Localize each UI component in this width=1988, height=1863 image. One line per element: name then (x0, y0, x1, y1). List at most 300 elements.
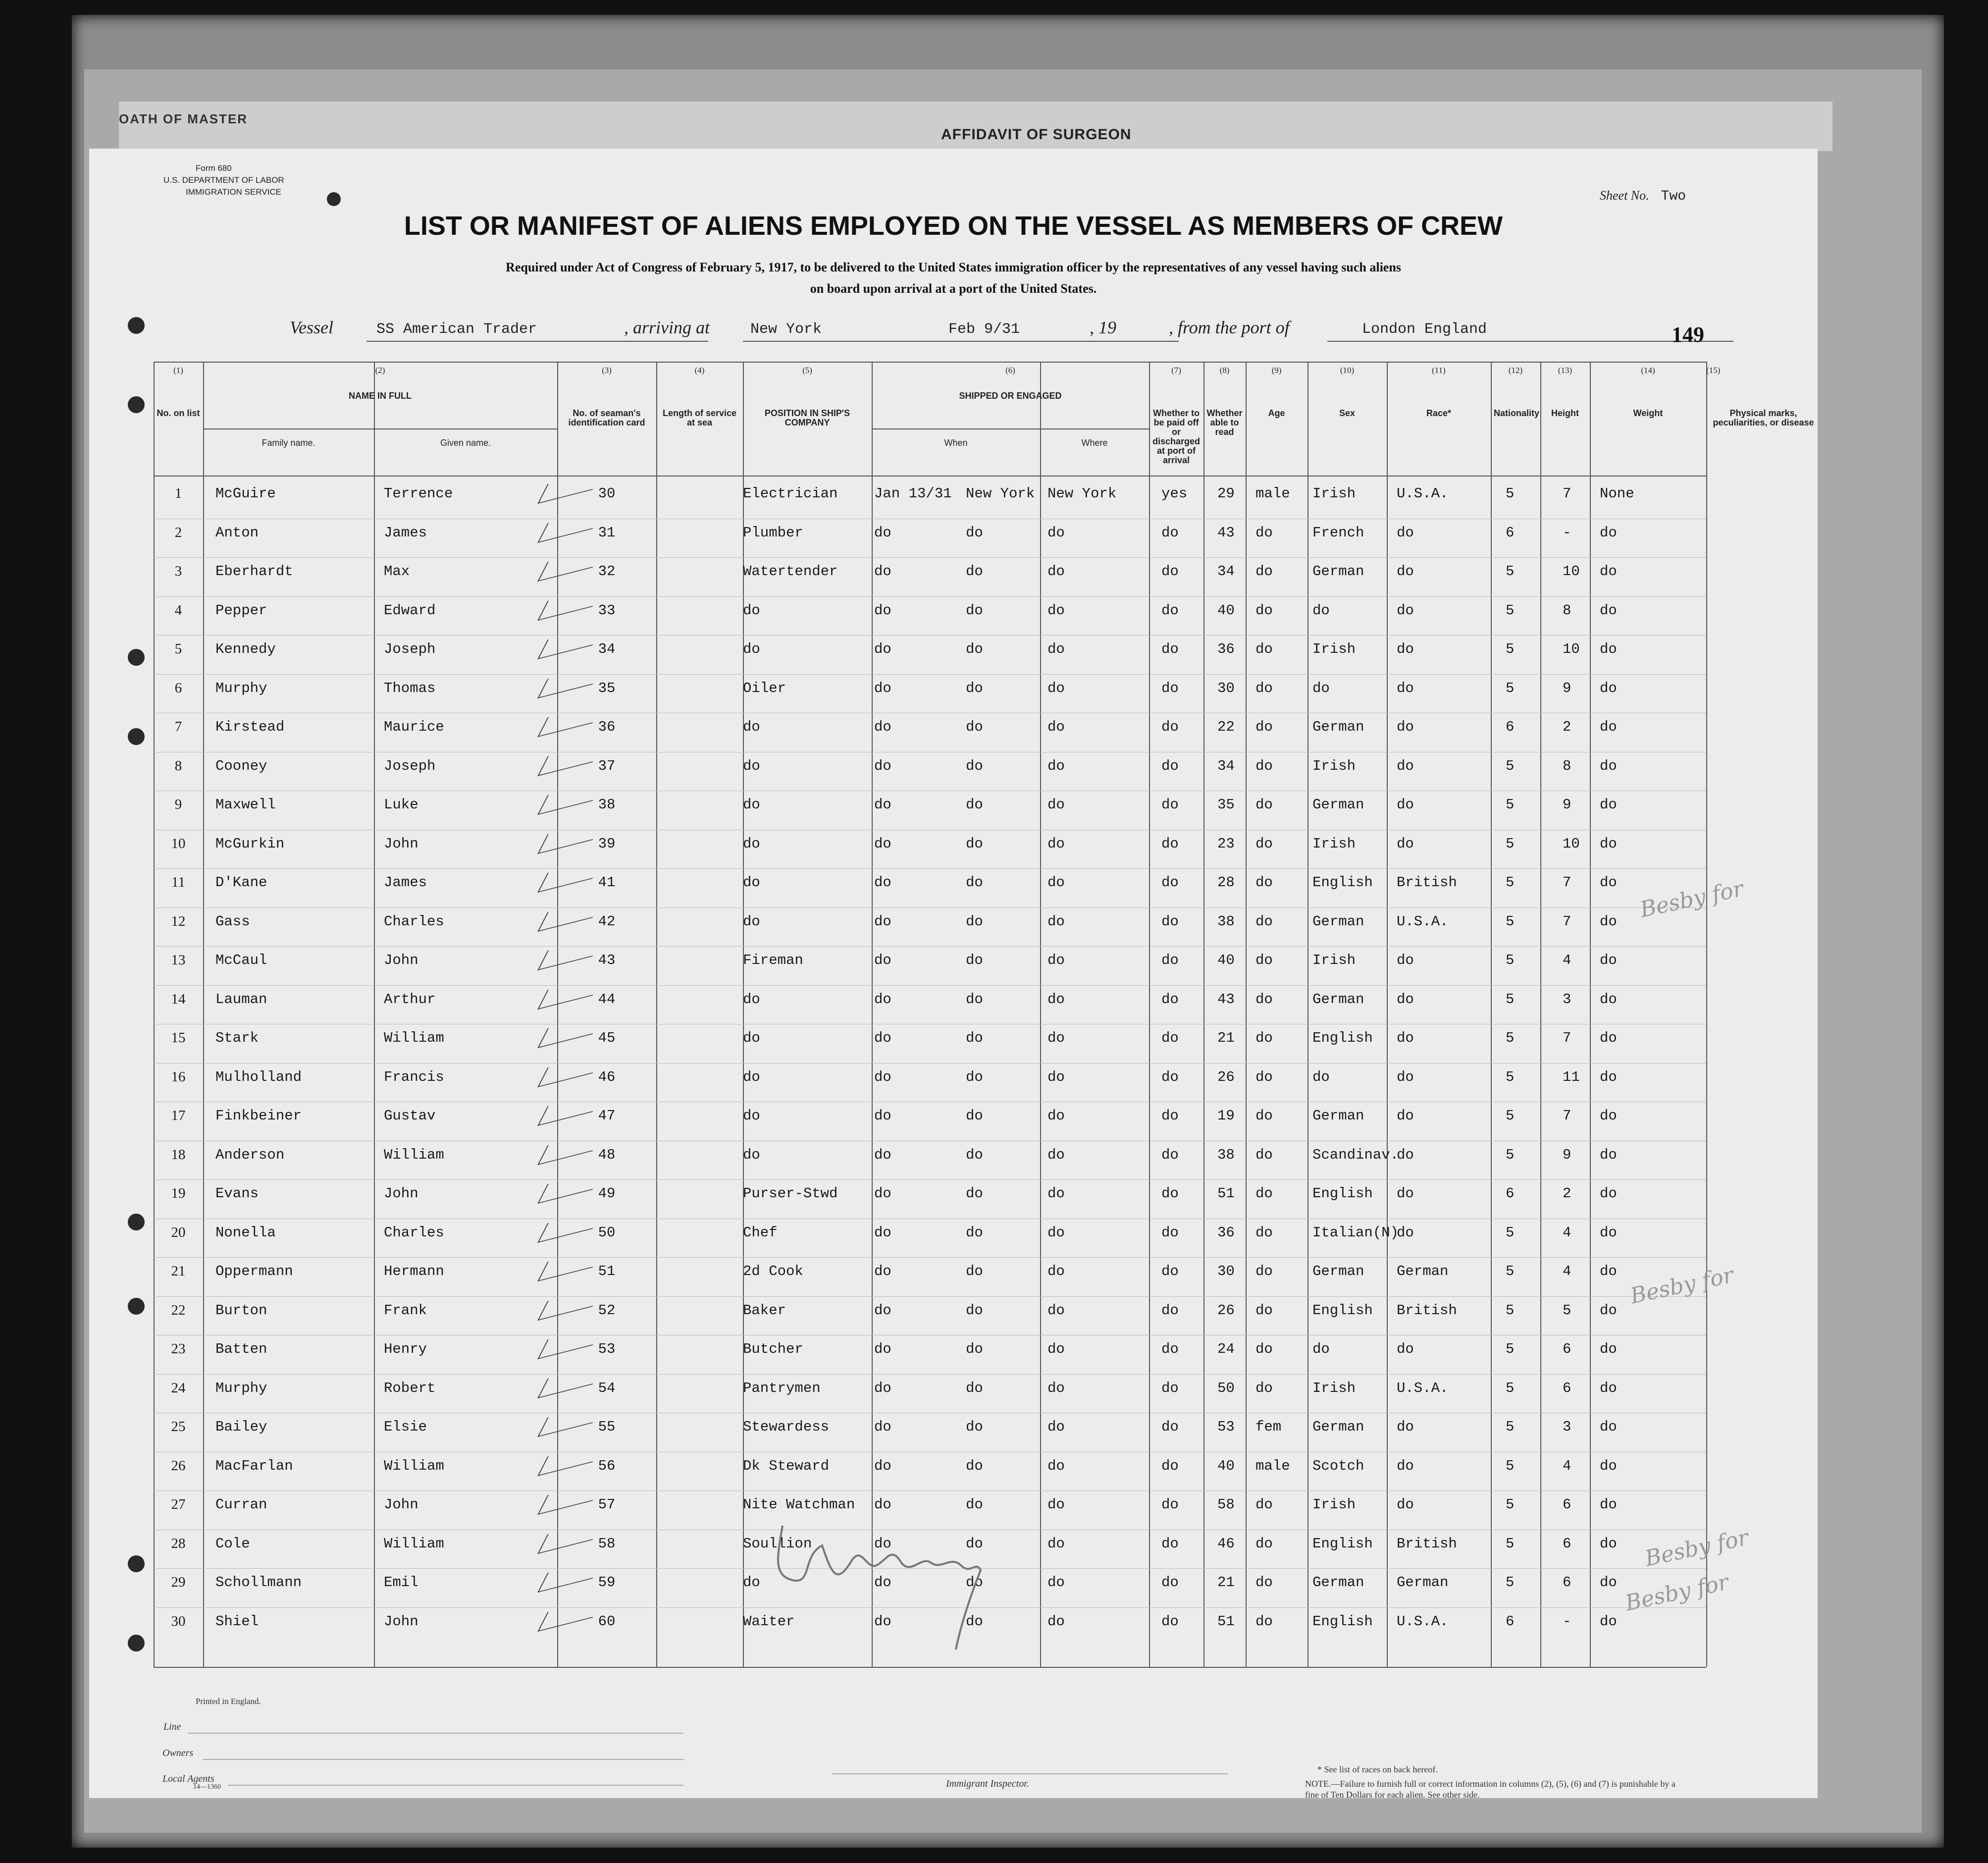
age: 43 (1217, 524, 1235, 541)
paid-off: do (1047, 797, 1065, 813)
race: Irish (1312, 641, 1356, 657)
physical-marks: do (1600, 797, 1617, 813)
shipped-when: do (874, 524, 891, 541)
age: 40 (1217, 602, 1235, 619)
weight: 2 (1563, 1185, 1571, 1202)
height: 5 (1506, 1224, 1515, 1241)
weight: 9 (1563, 797, 1571, 813)
family-name: MacFarlan (215, 1457, 293, 1474)
race: French (1312, 524, 1364, 541)
race: German (1312, 563, 1364, 580)
able-to-read: do (1161, 1613, 1179, 1630)
physical-marks: do (1600, 563, 1617, 580)
shipped-when: do (874, 874, 891, 891)
id-card-number: 53 (598, 1341, 616, 1357)
vessel-label: Vessel (290, 318, 333, 337)
row-number: 7 (174, 719, 182, 735)
physical-marks: do (1600, 874, 1617, 891)
height: 6 (1506, 524, 1515, 541)
age: 34 (1217, 563, 1235, 580)
able-to-read: do (1161, 757, 1179, 774)
column-number: (14) (1641, 366, 1655, 375)
height: 5 (1506, 952, 1515, 968)
paid-off: do (1047, 719, 1065, 735)
paid-off: do (1047, 1224, 1065, 1241)
physical-marks: do (1600, 757, 1617, 774)
shipped-when: do (874, 1263, 891, 1279)
nationality: do (1397, 1068, 1414, 1085)
shipped-when: do (874, 1030, 891, 1046)
paid-off: do (1047, 563, 1065, 580)
age: 51 (1217, 1613, 1235, 1630)
age: 19 (1217, 1108, 1235, 1124)
height: 5 (1506, 602, 1515, 619)
sex: do (1256, 991, 1273, 1008)
family-name: Kennedy (215, 641, 276, 657)
race: Scandinav. (1312, 1146, 1399, 1163)
row-divider (154, 635, 1706, 636)
given-name: William (384, 1146, 444, 1163)
height: 5 (1506, 1263, 1515, 1279)
position: do (743, 719, 760, 735)
height: 5 (1506, 1146, 1515, 1163)
age: 50 (1217, 1380, 1235, 1396)
race: Irish (1312, 835, 1356, 852)
weight: 9 (1563, 1146, 1571, 1163)
race: English (1312, 874, 1373, 891)
shipped-split-border (1040, 428, 1041, 1667)
column-subheader: When (944, 438, 968, 448)
height: 5 (1506, 991, 1515, 1008)
given-name: Joseph (384, 757, 436, 774)
race: Italian(N) (1312, 1224, 1399, 1241)
family-name: Burton (215, 1302, 267, 1319)
column-number: (5) (802, 366, 812, 375)
nationality: do (1397, 991, 1414, 1008)
sex: do (1256, 797, 1273, 813)
row-divider (154, 868, 1706, 869)
sex: male (1256, 1457, 1290, 1474)
row-number: 26 (171, 1457, 186, 1474)
inspector-signature (763, 1516, 1020, 1664)
id-card-number: 31 (598, 524, 616, 541)
form-service: IMMIGRATION SERVICE (186, 187, 282, 197)
id-card-number: 38 (598, 797, 616, 813)
paid-off: do (1047, 1068, 1065, 1085)
physical-marks: do (1600, 835, 1617, 852)
physical-marks: do (1600, 1263, 1617, 1279)
id-card-number: 57 (598, 1496, 616, 1513)
back-page-title: AFFIDAVIT OF SURGEON (941, 126, 1132, 143)
row-divider (154, 1257, 1706, 1258)
shipped-where: do (966, 835, 983, 852)
nationality: do (1397, 1185, 1414, 1202)
paid-off: do (1047, 952, 1065, 968)
age: 26 (1217, 1302, 1235, 1319)
shipped-where: do (966, 1457, 983, 1474)
family-name: Maxwell (215, 797, 276, 813)
shipped-when: do (874, 1068, 891, 1085)
id-card-number: 60 (598, 1613, 616, 1630)
age: 24 (1217, 1341, 1235, 1357)
table-bottom-border (154, 1667, 1706, 1668)
physical-marks: do (1600, 1224, 1617, 1241)
height: 5 (1506, 1030, 1515, 1046)
nationality: British (1397, 874, 1457, 891)
shipped-when: do (874, 1185, 891, 1202)
position: Oiler (743, 680, 786, 696)
race: English (1312, 1185, 1373, 1202)
row-number: 29 (171, 1574, 186, 1590)
nationality: do (1397, 1030, 1414, 1046)
printed-note: Printed in England. (196, 1697, 261, 1706)
arriving-label: , arriving at (624, 318, 710, 337)
weight: 10 (1563, 641, 1580, 657)
id-card-number: 30 (598, 485, 616, 502)
age: 38 (1217, 913, 1235, 930)
weight: 4 (1563, 1263, 1571, 1279)
weight: 7 (1563, 485, 1571, 502)
family-name: Cole (215, 1535, 250, 1552)
shipped-where: do (966, 1263, 983, 1279)
position: Dk Steward (743, 1457, 830, 1474)
height: 5 (1506, 1068, 1515, 1085)
paid-off: do (1047, 1341, 1065, 1357)
age: 38 (1217, 1146, 1235, 1163)
physical-marks: do (1600, 719, 1617, 735)
able-to-read: do (1161, 1146, 1179, 1163)
family-name: Schollmann (215, 1574, 302, 1591)
able-to-read: do (1161, 602, 1179, 619)
id-card-number: 54 (598, 1380, 616, 1396)
sex: do (1256, 719, 1273, 735)
height: 5 (1506, 874, 1515, 891)
row-number: 6 (174, 680, 182, 696)
column-number: (9) (1271, 366, 1282, 375)
height: 5 (1506, 1496, 1515, 1513)
weight: 7 (1563, 1030, 1571, 1046)
family-name: Curran (215, 1496, 267, 1513)
able-to-read: do (1161, 680, 1179, 696)
shipped-where: do (966, 913, 983, 930)
given-name: Max (384, 563, 410, 580)
race: German (1312, 1574, 1364, 1591)
nationality: British (1397, 1535, 1457, 1552)
age: 53 (1217, 1419, 1235, 1435)
given-name: John (384, 1613, 419, 1630)
shipped-when: do (874, 1457, 891, 1474)
shipped-where: do (966, 719, 983, 735)
row-number: 19 (171, 1185, 186, 1201)
position: do (743, 913, 760, 930)
sex: do (1256, 1302, 1273, 1319)
given-name: Edward (384, 602, 436, 619)
column-header: No. on list (157, 408, 200, 418)
column-header: Age (1268, 408, 1285, 418)
race: German (1312, 1419, 1364, 1435)
race: German (1312, 797, 1364, 813)
physical-marks: do (1600, 602, 1617, 619)
binder-hole (128, 728, 145, 745)
race: Irish (1312, 952, 1356, 968)
sex: do (1256, 874, 1273, 891)
family-name: McGuire (215, 485, 276, 502)
shipped-where: do (966, 563, 983, 580)
departure-port: London England (1362, 321, 1487, 338)
position: do (743, 1108, 760, 1124)
shipped-where: do (966, 1068, 983, 1085)
column-header: Race* (1426, 408, 1452, 418)
age: 23 (1217, 835, 1235, 852)
shipped-where: do (966, 874, 983, 891)
shipped-when: do (874, 1496, 891, 1513)
height: 5 (1506, 1535, 1515, 1552)
race: do (1312, 1068, 1330, 1085)
paid-off: do (1047, 1496, 1065, 1513)
height: 6 (1506, 1185, 1515, 1202)
nationality: do (1397, 1419, 1414, 1435)
position: Waiter (743, 1613, 795, 1630)
sex: do (1256, 1030, 1273, 1046)
id-card-number: 32 (598, 563, 616, 580)
shipped-when: do (874, 1380, 891, 1396)
height: 5 (1506, 757, 1515, 774)
given-name: Francis (384, 1068, 444, 1085)
paid-off: do (1047, 1613, 1065, 1630)
row-divider (154, 596, 1706, 597)
page-number: 149 (1672, 322, 1704, 347)
sex: do (1256, 1146, 1273, 1163)
row-divider (154, 1296, 1706, 1297)
id-card-number: 41 (598, 874, 616, 891)
able-to-read: do (1161, 797, 1179, 813)
weight: 3 (1563, 991, 1571, 1008)
shipped-when: do (874, 1341, 891, 1357)
weight: 4 (1563, 1224, 1571, 1241)
shipped-where: do (966, 1108, 983, 1124)
family-name: Murphy (215, 1380, 267, 1396)
height: 5 (1506, 485, 1515, 502)
able-to-read: do (1161, 1535, 1179, 1552)
sex: do (1256, 1068, 1273, 1085)
position: Soullion (743, 1535, 812, 1552)
able-to-read: yes (1161, 485, 1188, 502)
row-divider (154, 985, 1706, 986)
age: 28 (1217, 874, 1235, 891)
race: do (1312, 680, 1330, 696)
races-note: * See list of races on back hereof. (1317, 1764, 1438, 1774)
able-to-read: do (1161, 1457, 1179, 1474)
paid-off: do (1047, 1574, 1065, 1591)
physical-marks: do (1600, 1341, 1617, 1357)
paid-off: do (1047, 991, 1065, 1008)
physical-marks: do (1600, 952, 1617, 968)
column-header: Nationality (1494, 408, 1540, 418)
nationality: do (1397, 1146, 1414, 1163)
column-number: (7) (1171, 366, 1181, 375)
binder-hole (128, 317, 145, 334)
family-name: Batten (215, 1341, 267, 1357)
given-name: John (384, 835, 419, 852)
sex: male (1256, 485, 1290, 502)
shipped-where: do (966, 1224, 983, 1241)
shipped-when: do (874, 641, 891, 657)
shipped-where: do (966, 952, 983, 968)
age: 29 (1217, 485, 1235, 502)
position: do (743, 757, 760, 774)
binder-hole (128, 649, 145, 666)
column-number: (3) (602, 366, 612, 375)
row-number: 8 (174, 757, 182, 774)
paid-off: do (1047, 913, 1065, 930)
row-divider (154, 674, 1706, 675)
footer-agents-label: Local Agents (162, 1773, 214, 1784)
paid-off: do (1047, 757, 1065, 774)
age: 34 (1217, 757, 1235, 774)
row-number: 9 (174, 797, 182, 812)
given-name: John (384, 1496, 419, 1513)
height: 5 (1506, 680, 1515, 696)
height: 5 (1506, 797, 1515, 813)
row-number: 10 (171, 835, 186, 852)
shipped-where: do (966, 1030, 983, 1046)
shipped-where: do (966, 1574, 983, 1591)
race: Irish (1312, 757, 1356, 774)
position: do (743, 602, 760, 619)
family-name: Nonella (215, 1224, 276, 1241)
paid-off: do (1047, 641, 1065, 657)
paid-off: do (1047, 1419, 1065, 1435)
shipped-subheader-border (872, 428, 1149, 429)
age: 51 (1217, 1185, 1235, 1202)
id-card-number: 59 (598, 1574, 616, 1591)
physical-marks: do (1600, 991, 1617, 1008)
column-header: Whether able to read (1206, 408, 1243, 437)
name-subheader-border (203, 428, 557, 429)
given-name: Hermann (384, 1263, 444, 1279)
age: 21 (1217, 1030, 1235, 1046)
nationality: do (1397, 1457, 1414, 1474)
shipped-where: do (966, 1146, 983, 1163)
table-column-border (1706, 362, 1707, 1667)
weight: 4 (1563, 1457, 1571, 1474)
row-number: 1 (174, 485, 182, 501)
weight: 6 (1563, 1380, 1571, 1396)
physical-marks: do (1600, 1574, 1617, 1591)
shipped-when: do (874, 719, 891, 735)
able-to-read: do (1161, 1185, 1179, 1202)
footer-owners-label: Owners (162, 1748, 194, 1758)
nationality: British (1397, 1302, 1457, 1319)
physical-marks: do (1600, 913, 1617, 930)
id-card-number: 43 (598, 952, 616, 968)
nationality: German (1397, 1263, 1449, 1279)
id-card-number: 51 (598, 1263, 616, 1279)
able-to-read: do (1161, 1341, 1179, 1357)
able-to-read: do (1161, 1224, 1179, 1241)
row-number: 16 (171, 1068, 186, 1085)
shipped-where: New York (966, 485, 1035, 502)
sheet-number (1600, 188, 1686, 204)
row-divider (154, 1179, 1706, 1180)
family-name: Pepper (215, 602, 267, 619)
given-name: John (384, 952, 419, 968)
race: English (1312, 1535, 1373, 1552)
age: 30 (1217, 680, 1235, 696)
binder-hole (128, 396, 145, 413)
column-header: Height (1551, 408, 1579, 418)
binder-hole (128, 1214, 145, 1230)
able-to-read: do (1161, 1380, 1179, 1396)
paid-off: do (1047, 680, 1065, 696)
physical-marks: do (1600, 1496, 1617, 1513)
nationality: do (1397, 1108, 1414, 1124)
shipped-when: do (874, 1302, 891, 1319)
paid-off: do (1047, 1457, 1065, 1474)
weight: 7 (1563, 874, 1571, 891)
nationality: do (1397, 602, 1414, 619)
weight: 2 (1563, 719, 1571, 735)
row-divider (154, 907, 1706, 908)
able-to-read: do (1161, 1496, 1179, 1513)
sex: do (1256, 952, 1273, 968)
given-name: Terrence (384, 485, 453, 502)
nationality: do (1397, 1224, 1414, 1241)
row-number: 23 (171, 1341, 186, 1357)
race: do (1312, 602, 1330, 619)
id-card-number: 46 (598, 1068, 616, 1085)
id-card-number: 48 (598, 1146, 616, 1163)
footer-agents-code: 14—1360 (193, 1783, 221, 1791)
weight: 11 (1563, 1068, 1580, 1085)
shipped-where: do (966, 1613, 983, 1630)
family-name: McGurkin (215, 835, 285, 852)
position: Fireman (743, 952, 803, 968)
binder-hole (327, 192, 341, 206)
id-card-number: 47 (598, 1108, 616, 1124)
column-number: (12) (1508, 366, 1523, 375)
shipped-when: do (874, 1535, 891, 1552)
sex: do (1256, 1341, 1273, 1357)
sex: do (1256, 1185, 1273, 1202)
position: do (743, 991, 760, 1008)
sex: do (1256, 1108, 1273, 1124)
sex: do (1256, 563, 1273, 580)
id-card-number: 50 (598, 1224, 616, 1241)
physical-marks: do (1600, 1146, 1617, 1163)
family-name: Eberhardt (215, 563, 293, 580)
column-number: (4) (694, 366, 705, 375)
row-number: 21 (171, 1263, 186, 1279)
binder-hole (128, 1298, 145, 1315)
weight: 10 (1563, 835, 1580, 852)
paid-off: do (1047, 524, 1065, 541)
sex: do (1256, 1535, 1273, 1552)
sex: do (1256, 1224, 1273, 1241)
age: 26 (1217, 1068, 1235, 1085)
id-card-number: 34 (598, 641, 616, 657)
row-divider (154, 1374, 1706, 1375)
shipped-where: do (966, 1496, 983, 1513)
pencil-annotation: Besby for (1638, 876, 1746, 923)
physical-marks: do (1600, 1030, 1617, 1046)
paid-off: do (1047, 1263, 1065, 1279)
shipped-where: do (966, 1302, 983, 1319)
race: German (1312, 719, 1364, 735)
paid-off: do (1047, 1030, 1065, 1046)
shipped-when: do (874, 1224, 891, 1241)
sex: do (1256, 913, 1273, 930)
